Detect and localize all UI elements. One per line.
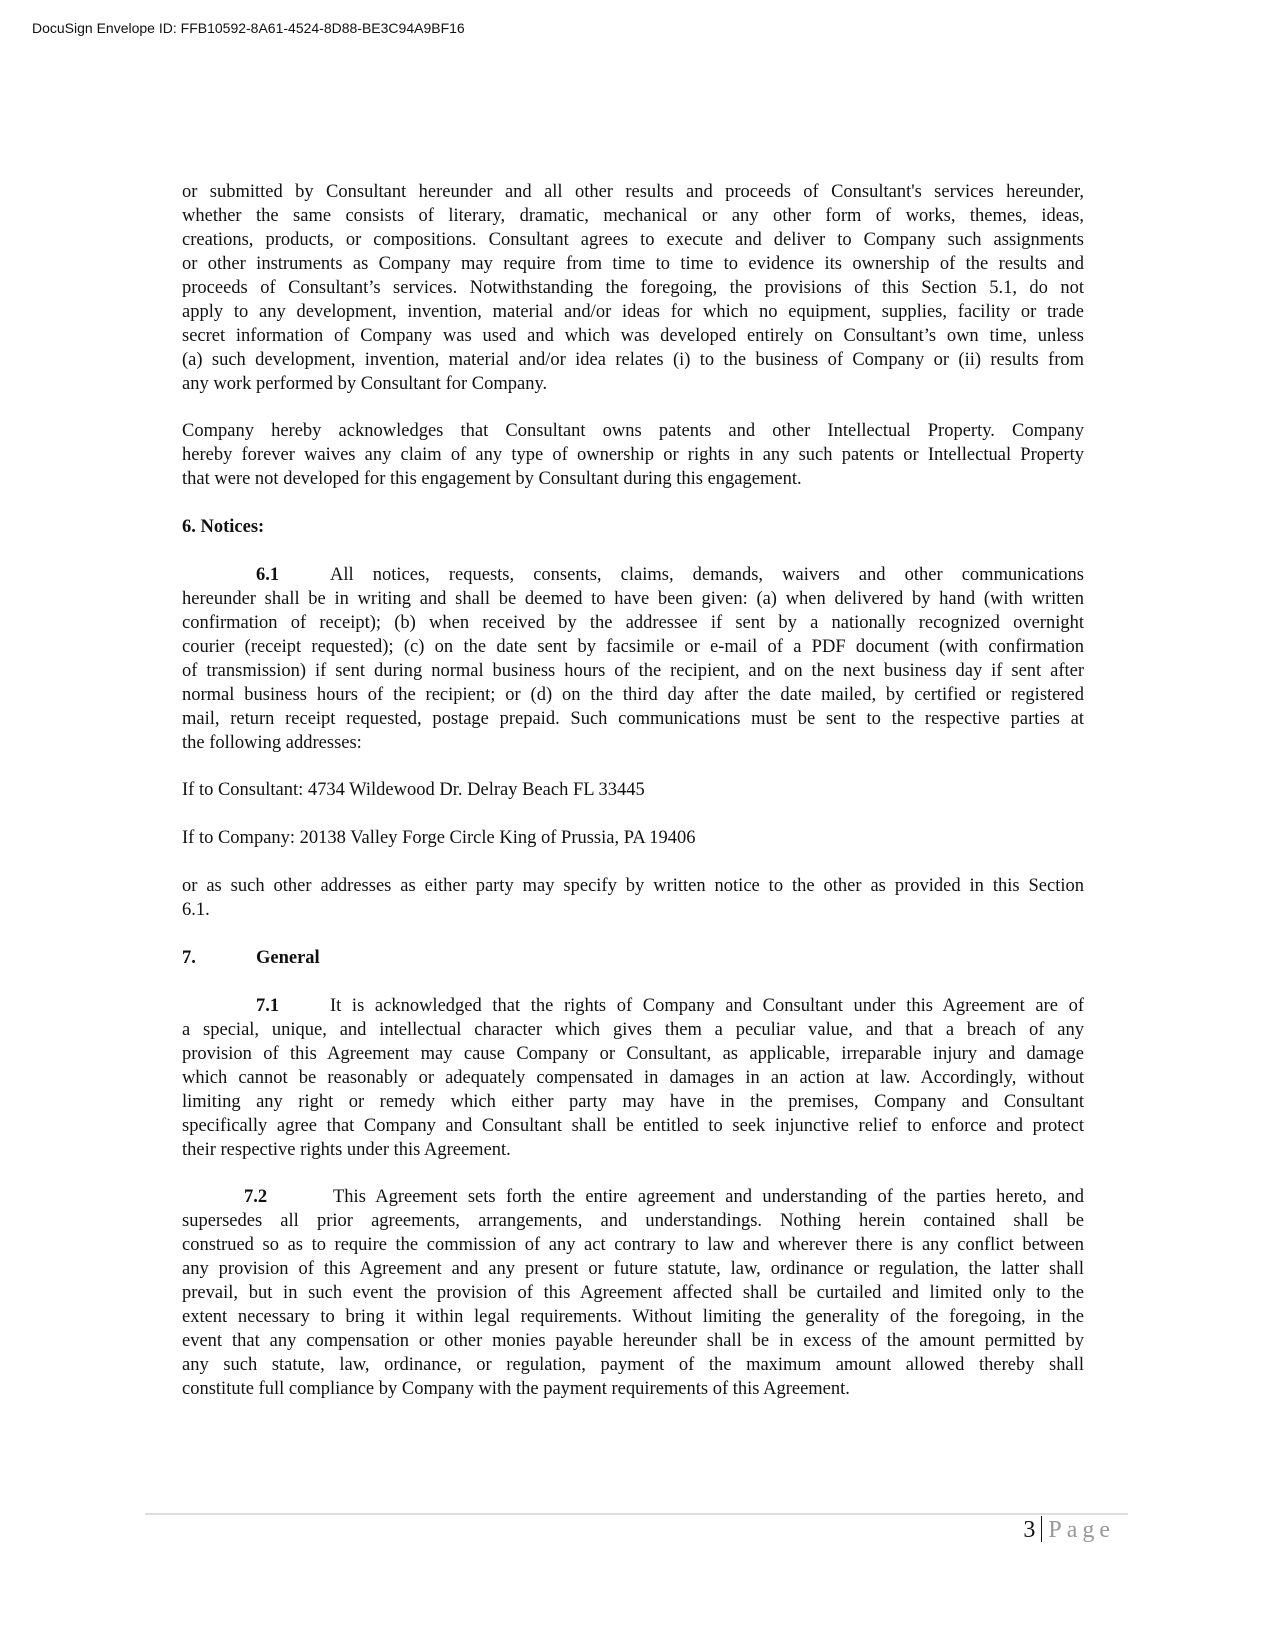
paragraph-gap <box>182 803 1084 827</box>
text-line: or submitted by Consultant hereunder and all other results and proceeds of Consultant's services hereunder, <box>182 182 1084 202</box>
page-label: Page <box>1048 1517 1115 1543</box>
text-line: secret information of Company was used and which was developed entirely on Consultant’s own time, unless <box>182 325 1084 346</box>
text-line: prevail, but in such event the provision of this Agreement affected shall be curtailed and limited only to the <box>182 1283 1084 1304</box>
text-line <box>182 1186 1084 1210</box>
footer-separator <box>1041 1516 1042 1542</box>
text-line: whether the same consists of literary, dramatic, mechanical or any other form of works, themes, ideas, <box>182 205 1084 226</box>
section-heading <box>182 947 1084 971</box>
text-line: their respective rights under this Agreement. <box>182 1139 511 1160</box>
paragraph-gap <box>182 540 1084 564</box>
text-line: Company hereby acknowledges that Consultant owns patents and other Intellectual Property. Company <box>182 421 1084 442</box>
text-line: apply to any development, invention, material and/or ideas for which no equipment, supplies, facility or trade <box>182 301 1084 322</box>
text-line: specifically agree that Company and Consultant shall be entitled to seek injunctive relief to enforce and protect <box>182 1115 1084 1136</box>
text-line: creations, products, or compositions. Consultant agrees to execute and deliver to Company such assignments <box>182 229 1084 250</box>
docusign-envelope-id: DocuSign Envelope ID: FFB10592-8A61-4524-8D88-BE3C94A9BF16 <box>32 20 465 36</box>
text-line: construed so as to require the commission of any act contrary to law and wherever there is any conflict between <box>182 1235 1084 1256</box>
paragraph-gap <box>182 396 1084 420</box>
paragraph-gap <box>182 923 1084 947</box>
text-line <box>182 564 1084 588</box>
paragraph-gap <box>182 756 1084 780</box>
paragraph-gap <box>182 851 1084 875</box>
page-number: 3 <box>1023 1517 1036 1543</box>
paragraph <box>182 827 1084 851</box>
text-line: If to Company: 20138 Valley Forge Circle King of Prussia, PA 19406 <box>182 828 696 849</box>
text-line: constitute full compliance by Company with the payment requirements of this Agreement. <box>182 1378 850 1399</box>
paragraph <box>182 420 1084 492</box>
text-line: supersedes all prior agreements, arrangements, and understandings. Nothing herein contained shall be <box>182 1211 1084 1232</box>
paragraph-gap <box>182 971 1084 995</box>
text-line: or as such other addresses as either party may specify by written notice to the other as provided in this Section <box>182 876 1084 897</box>
section-title: General <box>256 948 320 968</box>
paragraph-gap <box>182 1162 1084 1186</box>
clause-number: 6.1 <box>256 565 280 585</box>
text-line: the following addresses: <box>182 732 362 753</box>
clause-text: It is acknowledged that the rights of Company and Consultant under this Agreement are of <box>330 995 1084 1016</box>
clause-number: 7.1 <box>256 995 280 1016</box>
section-title: 6. Notices: <box>182 517 265 538</box>
text-line: extent necessary to bring it within legal requirements. Without limiting the generality of the foregoing, in the <box>182 1307 1084 1328</box>
text-line: a special, unique, and intellectual character which gives them a peculiar value, and that a breach of any <box>182 1019 1084 1040</box>
text-line: 6.1. <box>182 900 210 921</box>
footer-divider <box>145 1513 1128 1515</box>
clause-text: This Agreement sets forth the entire agreement and understanding of the parties hereto, and <box>333 1187 1084 1208</box>
text-line: proceeds of Consultant’s services. Notwithstanding the foregoing, the provisions of this Section 5.1, do not <box>182 277 1084 298</box>
text-line: hereunder shall be in writing and shall be deemed to have been given: (a) when delivered by hand (with written <box>182 588 1084 609</box>
text-line: normal business hours of the recipient; or (d) on the third day after the date mailed, by certified or registered <box>182 684 1084 705</box>
text-line: any work performed by Consultant for Company. <box>182 373 548 394</box>
document-body <box>182 181 1084 1402</box>
section-heading <box>182 516 1084 540</box>
text-line: or other instruments as Company may require from time to time to evidence its ownership of the results and <box>182 253 1084 274</box>
clause-number: 7.2 <box>244 1187 268 1208</box>
text-line: If to Consultant: 4734 Wildewood Dr. Delray Beach FL 33445 <box>182 780 645 801</box>
paragraph <box>182 995 1084 1163</box>
text-line: limiting any right or remedy which either party may have in the premises, Company and Consultant <box>182 1091 1084 1112</box>
section-number: 7. <box>182 948 196 968</box>
text-line: any such statute, law, ordinance, or regulation, payment of the maximum amount allowed thereby shall <box>182 1354 1084 1375</box>
text-line: (a) such development, invention, material and/or idea relates (i) to the business of Company or (ii) results from <box>182 349 1084 370</box>
page-footer <box>1023 1516 1115 1544</box>
clause-text: All notices, requests, consents, claims, demands, waivers and other communications <box>330 565 1084 585</box>
text-line: mail, return receipt requested, postage prepaid. Such communications must be sent to the respective parties at <box>182 708 1084 729</box>
text-line: of transmission) if sent during normal business hours of the recipient, and on the next business day if sent after <box>182 660 1084 681</box>
paragraph <box>182 779 1084 803</box>
text-line: event that any compensation or other monies payable hereunder shall be in excess of the amount permitted by <box>182 1331 1084 1351</box>
text-line: confirmation of receipt); (b) when received by the addressee if sent by a nationally recognized overnight <box>182 612 1084 633</box>
paragraph-gap <box>182 492 1084 516</box>
text-line <box>182 995 1084 1019</box>
text-line: that were not developed for this engagement by Consultant during this engagement. <box>182 469 802 490</box>
text-line: hereby forever waives any claim of any type of ownership or rights in any such patents or Intellectual Property <box>182 445 1084 466</box>
text-line: courier (receipt requested); (c) on the date sent by facsimile or e-mail of a PDF document (with confirmation <box>182 636 1084 657</box>
text-line: which cannot be reasonably or adequately compensated in damages in an action at law. Accordingly, without <box>182 1067 1084 1088</box>
paragraph <box>182 1186 1084 1401</box>
paragraph <box>182 181 1084 396</box>
text-line: provision of this Agreement may cause Company or Consultant, as applicable, irreparable injury and damage <box>182 1043 1084 1064</box>
paragraph <box>182 875 1084 923</box>
text-line: any provision of this Agreement and any present or future statute, law, ordinance or regulation, the latter shall <box>182 1259 1084 1280</box>
paragraph <box>182 564 1084 756</box>
